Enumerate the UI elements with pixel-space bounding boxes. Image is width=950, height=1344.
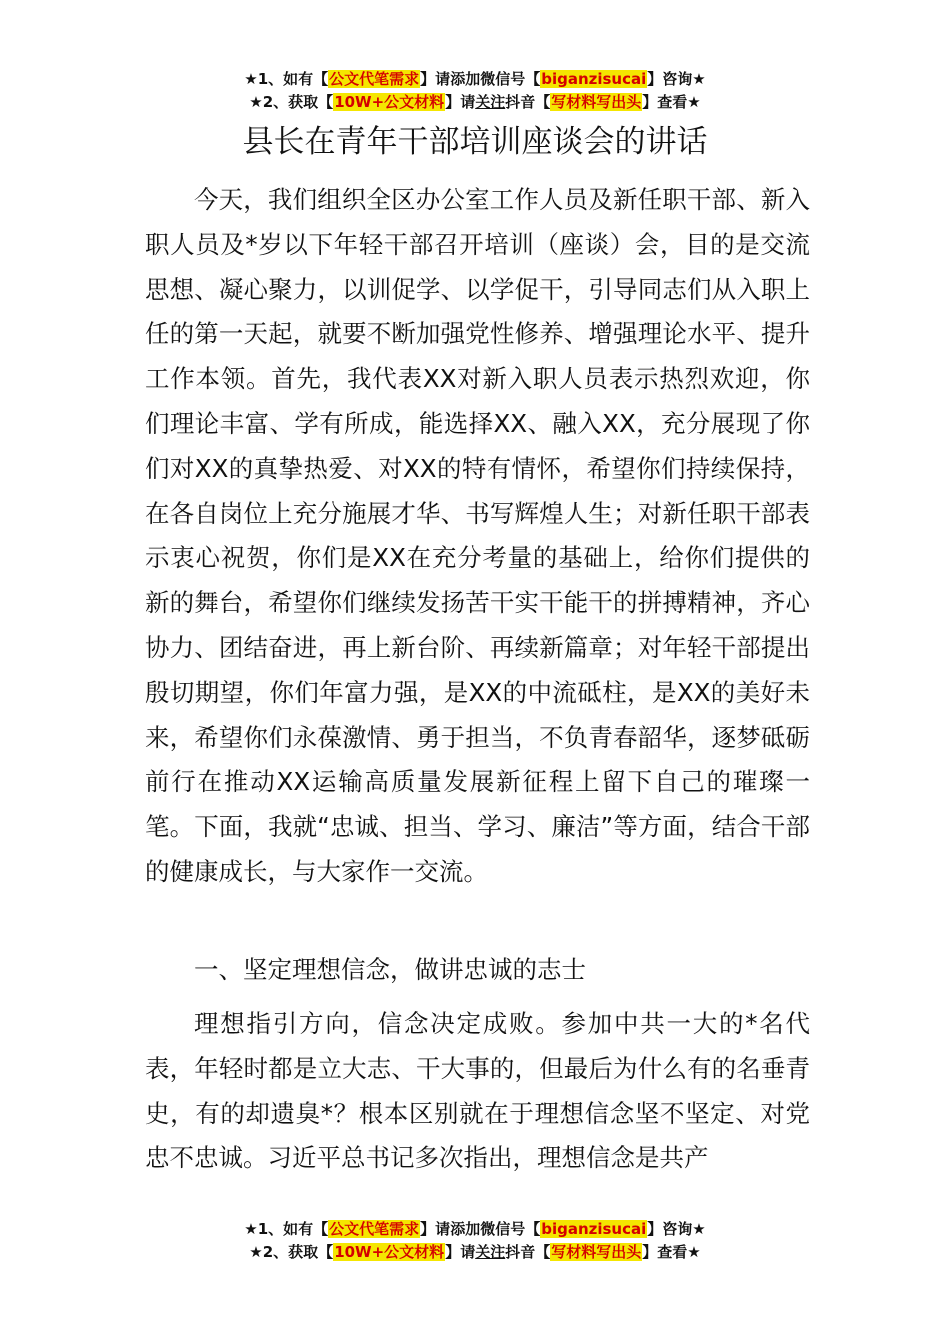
promo-line-2: ★2、获取【10W+公文材料】请关注抖音【写材料写出头】查看★ xyxy=(249,1243,701,1261)
highlight-service: 公文代笔需求 xyxy=(329,70,420,88)
promo-line-1: ★1、如有【公文代笔需求】请添加微信号【biganzisucai】咨询★ xyxy=(244,1220,706,1238)
highlight-douyin-id: 写材料写出头 xyxy=(551,1243,642,1261)
body-paragraph-2: 理想指引方向，信念决定成败。参加中共一大的*名代表，年轻时都是立大志、干大事的，但最后为什么有的名垂青史，有的却遗臭*？根本区别就在于理想信念坚不坚定、对党忠不忠诚。习近平总书记多次指出，理想信念是共产 xyxy=(145,1009,810,1173)
highlight-wechat-id: biganzisucai xyxy=(541,70,647,88)
promo-banner-bottom xyxy=(0,1218,950,1264)
highlight-materials: 10W+公文材料 xyxy=(334,1243,445,1261)
promo-banner-top xyxy=(0,68,950,114)
highlight-wechat-id: biganzisucai xyxy=(541,1220,647,1238)
highlight-service: 公文代笔需求 xyxy=(329,1220,420,1238)
body-paragraph-1: 今天，我们组织全区办公室工作人员及新任职干部、新入职人员及*岁以下年轻干部召开培训（座谈）会，目的是交流思想、凝心聚力，以训促学、以学促干，引导同志们从入职上任的第一天起，就要不断加强党性修养、增强理论水平、提升工作本领。首先，我代表XX对新入职人员表示热烈欢迎，你们理论丰富、学有所成，能选择XX、融入XX，充分展现了你们对XX的真挚热爱、对XX的特有情怀，希望你们持续保持，在各自岗位上充分施展才华、书写辉煌人生；对新任职干部表示衷心祝贺，你们是XX在充分考量的基础上，给你们提供的新的舞台，希望你们继续发扬苦干实干能干的拼搏精神，齐心协力、团结奋进，再上新台阶、再续新篇章；对年轻干部提出殷切期望，你们年富力强，是XX的中流砥柱，是XX的美好未来，希望你们永葆激情、勇于担当，不负青春韶华，逐梦砥砺前行在推动XX运输高质量发展新征程上留下自己的璀璨一笔。下面，我就“忠诚、担当、学习、廉洁”等方面，结合干部的健康成长，与大家作一交流。 xyxy=(145,185,810,886)
promo-line-2: ★2、获取【10W+公文材料】请关注抖音【写材料写出头】查看★ xyxy=(249,93,701,111)
section-heading-1: 一、坚定理想信念，做讲忠诚的志士 xyxy=(194,955,586,984)
highlight-douyin-id: 写材料写出头 xyxy=(551,93,642,111)
promo-line-1: ★1、如有【公文代笔需求】请添加微信号【biganzisucai】咨询★ xyxy=(244,70,706,88)
document-title: 县长在青年干部培训座谈会的讲话 xyxy=(242,124,708,160)
highlight-materials: 10W+公文材料 xyxy=(334,93,445,111)
